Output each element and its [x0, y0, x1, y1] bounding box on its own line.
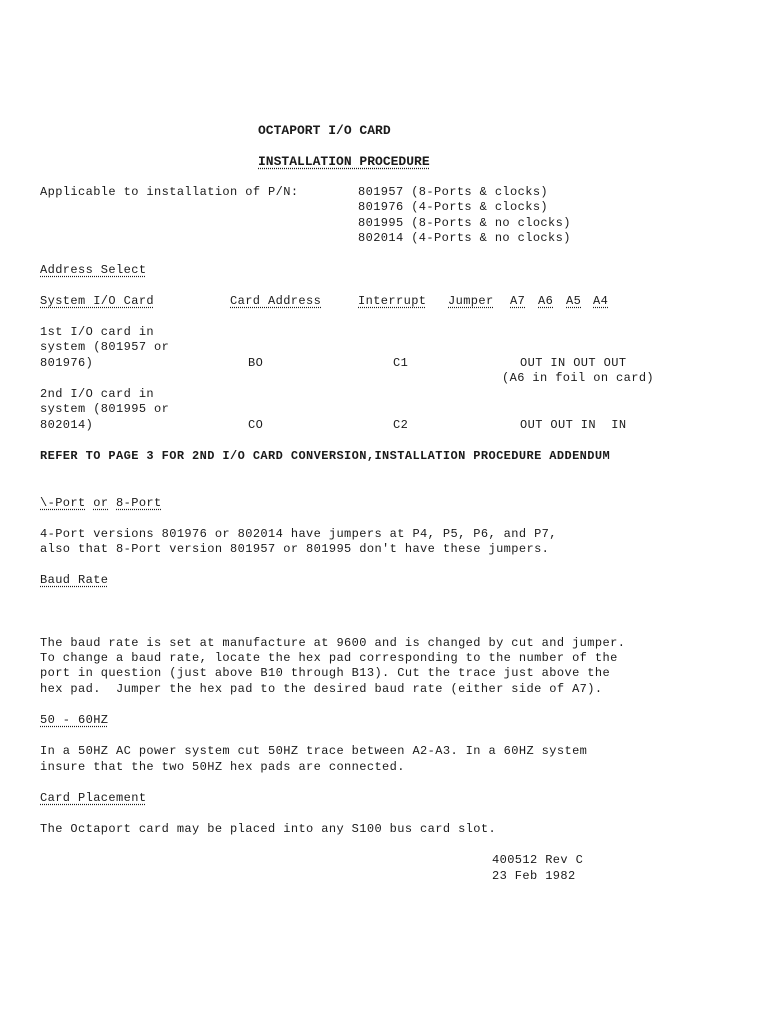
row1-jumper: OUT IN OUT OUT	[520, 356, 627, 370]
port-heading-or: or	[93, 496, 109, 510]
hz-text-line: insure that the two 50HZ hex pads are connected.	[40, 760, 405, 774]
row2-system-line: 802014)	[40, 418, 94, 432]
row2-interrupt: C2	[393, 418, 409, 432]
address-select-heading: Address Select	[40, 263, 147, 277]
hz-heading: 50 - 60HZ	[40, 713, 109, 727]
doc-date: 23 Feb 1982	[492, 869, 576, 883]
row1-note: (A6 in foil on card)	[502, 371, 655, 385]
col-a7: A7	[510, 294, 526, 308]
baud-text-line: To change a baud rate, locate the hex pad corresponding to the number of the	[40, 651, 618, 665]
col-a6: A6	[538, 294, 554, 308]
port-heading-a: \-Port	[40, 496, 86, 510]
col-card-address: Card Address	[230, 294, 322, 308]
doc-title: OCTAPORT I/O CARD	[258, 123, 391, 138]
row1-system-line: 1st I/O card in	[40, 325, 155, 339]
row2-card-address: CO	[248, 418, 264, 432]
row2-jumper: OUT OUT IN IN	[520, 418, 627, 432]
col-interrupt: Interrupt	[358, 294, 427, 308]
applicable-label: Applicable to installation of P/N:	[40, 185, 299, 199]
baud-text-line: port in question (just above B10 through B13). Cut the trace just above the	[40, 666, 611, 680]
hz-text-line: In a 50HZ AC power system cut 50HZ trace between A2-A3. In a 60HZ system	[40, 744, 588, 758]
port-heading	[40, 496, 162, 511]
baud-text-line: hex pad. Jumper the hex pad to the desired baud rate (either side of A7).	[40, 682, 603, 696]
part-number: 801957 (8-Ports & clocks)	[358, 185, 549, 199]
col-a5: A5	[566, 294, 582, 308]
placement-text-line: The Octaport card may be placed into any S100 bus card slot.	[40, 822, 497, 836]
baud-text-line: The baud rate is set at manufacture at 9600 and is changed by cut and jumper.	[40, 636, 626, 650]
col-system-io-card: System I/O Card	[40, 294, 155, 308]
refer-note: REFER TO PAGE 3 FOR 2ND I/O CARD CONVERSION,INSTALLATION PROCEDURE ADDENDUM	[40, 449, 611, 463]
row1-interrupt: C1	[393, 356, 409, 370]
placement-heading: Card Placement	[40, 791, 147, 805]
doc-number: 400512 Rev C	[492, 853, 584, 867]
row2-system-line: 2nd I/O card in	[40, 387, 155, 401]
col-jumper: Jumper	[448, 294, 494, 308]
row2-system-line: system (801995 or	[40, 402, 170, 416]
port-text-line: also that 8-Port version 801957 or 801995 don't have these jumpers.	[40, 542, 550, 556]
col-a4: A4	[593, 294, 609, 308]
baud-heading: Baud Rate	[40, 573, 109, 587]
part-number: 802014 (4-Ports & no clocks)	[358, 231, 571, 245]
part-number: 801976 (4-Ports & clocks)	[358, 200, 549, 214]
row1-card-address: BO	[248, 356, 264, 370]
port-text-line: 4-Port versions 801976 or 802014 have jumpers at P4, P5, P6, and P7,	[40, 527, 557, 541]
row1-system-line: 801976)	[40, 356, 94, 370]
part-number: 801995 (8-Ports & no clocks)	[358, 216, 571, 230]
port-heading-b: 8-Port	[116, 496, 162, 510]
doc-subtitle: INSTALLATION PROCEDURE	[258, 154, 430, 169]
row1-system-line: system (801957 or	[40, 340, 170, 354]
